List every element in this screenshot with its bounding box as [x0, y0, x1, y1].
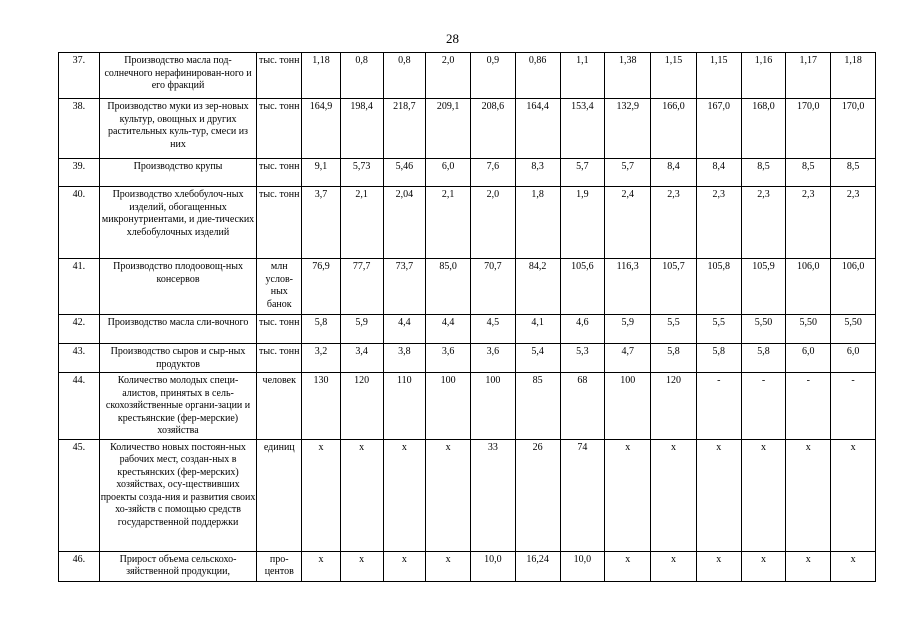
value-cell: х: [340, 439, 383, 551]
value-cell: 76,9: [302, 259, 341, 315]
value-cell: 164,9: [302, 99, 341, 159]
value-cell: 105,6: [560, 259, 605, 315]
value-cell: х: [383, 439, 426, 551]
value-cell: 2,3: [786, 187, 831, 259]
unit-of-measure: тыс. тонн: [257, 344, 302, 373]
value-cell: 0,86: [515, 53, 560, 99]
value-cell: х: [426, 551, 471, 581]
value-cell: 218,7: [383, 99, 426, 159]
value-cell: 106,0: [786, 259, 831, 315]
value-cell: 0,9: [471, 53, 516, 99]
value-cell: 2,0: [471, 187, 516, 259]
table-row: [59, 99, 876, 159]
value-cell: 1,15: [651, 53, 697, 99]
value-cell: 5,7: [560, 159, 605, 187]
value-cell: 120: [651, 373, 697, 440]
value-cell: 6,0: [786, 344, 831, 373]
unit-of-measure: тыс. тонн: [257, 315, 302, 344]
value-cell: -: [831, 373, 876, 440]
value-cell: 3,6: [426, 344, 471, 373]
indicator-name: Производство масла сли-вочного: [99, 315, 257, 344]
value-cell: 7,6: [471, 159, 516, 187]
value-cell: 5,73: [340, 159, 383, 187]
unit-of-measure: тыс. тонн: [257, 99, 302, 159]
value-cell: 5,46: [383, 159, 426, 187]
value-cell: х: [786, 551, 831, 581]
table-row: [59, 315, 876, 344]
indicator-name: Производство муки из зер-новых культур, овощных и других растительных куль-тур, смеси из них: [99, 99, 257, 159]
value-cell: х: [651, 439, 697, 551]
unit-of-measure: млн услов-ных банок: [257, 259, 302, 315]
value-cell: х: [831, 551, 876, 581]
indicator-name: Производство масла под-солнечного нерафинирован-ного и его фракций: [99, 53, 257, 99]
value-cell: 209,1: [426, 99, 471, 159]
value-cell: 4,5: [471, 315, 516, 344]
value-cell: х: [340, 551, 383, 581]
indicator-name: Производство плодоовощ-ных консервов: [99, 259, 257, 315]
value-cell: 5,5: [651, 315, 697, 344]
row-number: 37.: [59, 53, 100, 99]
value-cell: 6,0: [831, 344, 876, 373]
value-cell: 170,0: [831, 99, 876, 159]
value-cell: 5,50: [786, 315, 831, 344]
value-cell: 3,7: [302, 187, 341, 259]
row-number: 38.: [59, 99, 100, 159]
value-cell: 10,0: [560, 551, 605, 581]
indicator-name: Производство сыров и сыр-ных продуктов: [99, 344, 257, 373]
value-cell: 116,3: [605, 259, 651, 315]
value-cell: 2,3: [651, 187, 697, 259]
value-cell: 0,8: [340, 53, 383, 99]
value-cell: 77,7: [340, 259, 383, 315]
value-cell: 5,5: [696, 315, 741, 344]
value-cell: 3,6: [471, 344, 516, 373]
value-cell: 105,9: [741, 259, 786, 315]
value-cell: 1,17: [786, 53, 831, 99]
value-cell: 4,4: [426, 315, 471, 344]
unit-of-measure: человек: [257, 373, 302, 440]
value-cell: х: [426, 439, 471, 551]
value-cell: 8,3: [515, 159, 560, 187]
value-cell: 170,0: [786, 99, 831, 159]
unit-of-measure: единиц: [257, 439, 302, 551]
value-cell: 167,0: [696, 99, 741, 159]
value-cell: 4,7: [605, 344, 651, 373]
value-cell: 8,4: [651, 159, 697, 187]
value-cell: 2,04: [383, 187, 426, 259]
value-cell: х: [786, 439, 831, 551]
value-cell: 1,38: [605, 53, 651, 99]
value-cell: х: [605, 439, 651, 551]
value-cell: 8,5: [786, 159, 831, 187]
value-cell: 100: [605, 373, 651, 440]
row-number: 40.: [59, 187, 100, 259]
indicator-name: Производство крупы: [99, 159, 257, 187]
table-row: [59, 259, 876, 315]
value-cell: 100: [471, 373, 516, 440]
row-number: 44.: [59, 373, 100, 440]
row-number: 39.: [59, 159, 100, 187]
value-cell: 1,18: [302, 53, 341, 99]
value-cell: 26: [515, 439, 560, 551]
value-cell: 1,1: [560, 53, 605, 99]
value-cell: 1,9: [560, 187, 605, 259]
value-cell: 198,4: [340, 99, 383, 159]
value-cell: 2,1: [426, 187, 471, 259]
value-cell: 110: [383, 373, 426, 440]
value-cell: 70,7: [471, 259, 516, 315]
value-cell: 0,8: [383, 53, 426, 99]
value-cell: 2,3: [831, 187, 876, 259]
value-cell: 4,6: [560, 315, 605, 344]
value-cell: 5,50: [741, 315, 786, 344]
value-cell: 168,0: [741, 99, 786, 159]
value-cell: 9,1: [302, 159, 341, 187]
value-cell: 5,4: [515, 344, 560, 373]
value-cell: 166,0: [651, 99, 697, 159]
value-cell: 8,4: [696, 159, 741, 187]
value-cell: х: [302, 551, 341, 581]
value-cell: 164,4: [515, 99, 560, 159]
value-cell: 84,2: [515, 259, 560, 315]
value-cell: 208,6: [471, 99, 516, 159]
value-cell: 3,4: [340, 344, 383, 373]
value-cell: 105,8: [696, 259, 741, 315]
row-number: 42.: [59, 315, 100, 344]
value-cell: х: [741, 439, 786, 551]
value-cell: 4,4: [383, 315, 426, 344]
row-number: 43.: [59, 344, 100, 373]
value-cell: 2,3: [741, 187, 786, 259]
value-cell: 5,9: [340, 315, 383, 344]
value-cell: 5,3: [560, 344, 605, 373]
value-cell: х: [741, 551, 786, 581]
value-cell: 8,5: [831, 159, 876, 187]
value-cell: 33: [471, 439, 516, 551]
unit-of-measure: тыс. тонн: [257, 159, 302, 187]
value-cell: х: [605, 551, 651, 581]
table-row: [59, 551, 876, 581]
value-cell: -: [741, 373, 786, 440]
value-cell: 106,0: [831, 259, 876, 315]
page-number: 28: [446, 31, 459, 46]
value-cell: 74: [560, 439, 605, 551]
table-row: [59, 373, 876, 440]
value-cell: 2,3: [696, 187, 741, 259]
value-cell: 5,9: [605, 315, 651, 344]
value-cell: 6,0: [426, 159, 471, 187]
value-cell: 5,7: [605, 159, 651, 187]
row-number: 46.: [59, 551, 100, 581]
value-cell: 132,9: [605, 99, 651, 159]
value-cell: 4,1: [515, 315, 560, 344]
table-row: [59, 344, 876, 373]
value-cell: 1,8: [515, 187, 560, 259]
value-cell: 85: [515, 373, 560, 440]
value-cell: 10,0: [471, 551, 516, 581]
unit-of-measure: тыс. тонн: [257, 187, 302, 259]
value-cell: 1,15: [696, 53, 741, 99]
value-cell: 5,50: [831, 315, 876, 344]
table-row: [59, 159, 876, 187]
value-cell: х: [383, 551, 426, 581]
unit-of-measure: тыс. тонн: [257, 53, 302, 99]
value-cell: 8,5: [741, 159, 786, 187]
value-cell: 16,24: [515, 551, 560, 581]
indicators-table: [58, 52, 876, 582]
indicator-name: Количество молодых специ-алистов, принятых в сель-скохозяйственные органи-зации и крестьянские (фер-мерские) хозяйства: [99, 373, 257, 440]
table-row: [59, 439, 876, 551]
value-cell: 3,8: [383, 344, 426, 373]
unit-of-measure: про-центов: [257, 551, 302, 581]
value-cell: 130: [302, 373, 341, 440]
value-cell: 5,8: [302, 315, 341, 344]
value-cell: х: [696, 551, 741, 581]
value-cell: 2,4: [605, 187, 651, 259]
value-cell: х: [651, 551, 697, 581]
value-cell: 5,8: [696, 344, 741, 373]
value-cell: х: [302, 439, 341, 551]
value-cell: 1,16: [741, 53, 786, 99]
table-row: [59, 187, 876, 259]
value-cell: 73,7: [383, 259, 426, 315]
value-cell: 105,7: [651, 259, 697, 315]
table-row: [59, 53, 876, 99]
indicator-name: Производство хлебобулоч-ных изделий, обогащенных микронутриентами, и дие-тических хлебобулочных изделий: [99, 187, 257, 259]
value-cell: 5,8: [651, 344, 697, 373]
value-cell: 1,18: [831, 53, 876, 99]
row-number: 45.: [59, 439, 100, 551]
value-cell: 5,8: [741, 344, 786, 373]
value-cell: 68: [560, 373, 605, 440]
value-cell: х: [696, 439, 741, 551]
value-cell: 100: [426, 373, 471, 440]
value-cell: х: [831, 439, 876, 551]
indicator-name: Прирост объема сельскохо-зяйственной продукции,: [99, 551, 257, 581]
value-cell: 2,0: [426, 53, 471, 99]
indicator-name: Количество новых постоян-ных рабочих мест, создан-ных в крестьянских (фер-мерских) хозяйствах, осу-ществивших проекты созда-ния и развития своих хо-зяйств с помощью средств государственной поддержки: [99, 439, 257, 551]
row-number: 41.: [59, 259, 100, 315]
value-cell: -: [696, 373, 741, 440]
value-cell: 120: [340, 373, 383, 440]
value-cell: 2,1: [340, 187, 383, 259]
value-cell: 85,0: [426, 259, 471, 315]
value-cell: -: [786, 373, 831, 440]
value-cell: 3,2: [302, 344, 341, 373]
value-cell: 153,4: [560, 99, 605, 159]
